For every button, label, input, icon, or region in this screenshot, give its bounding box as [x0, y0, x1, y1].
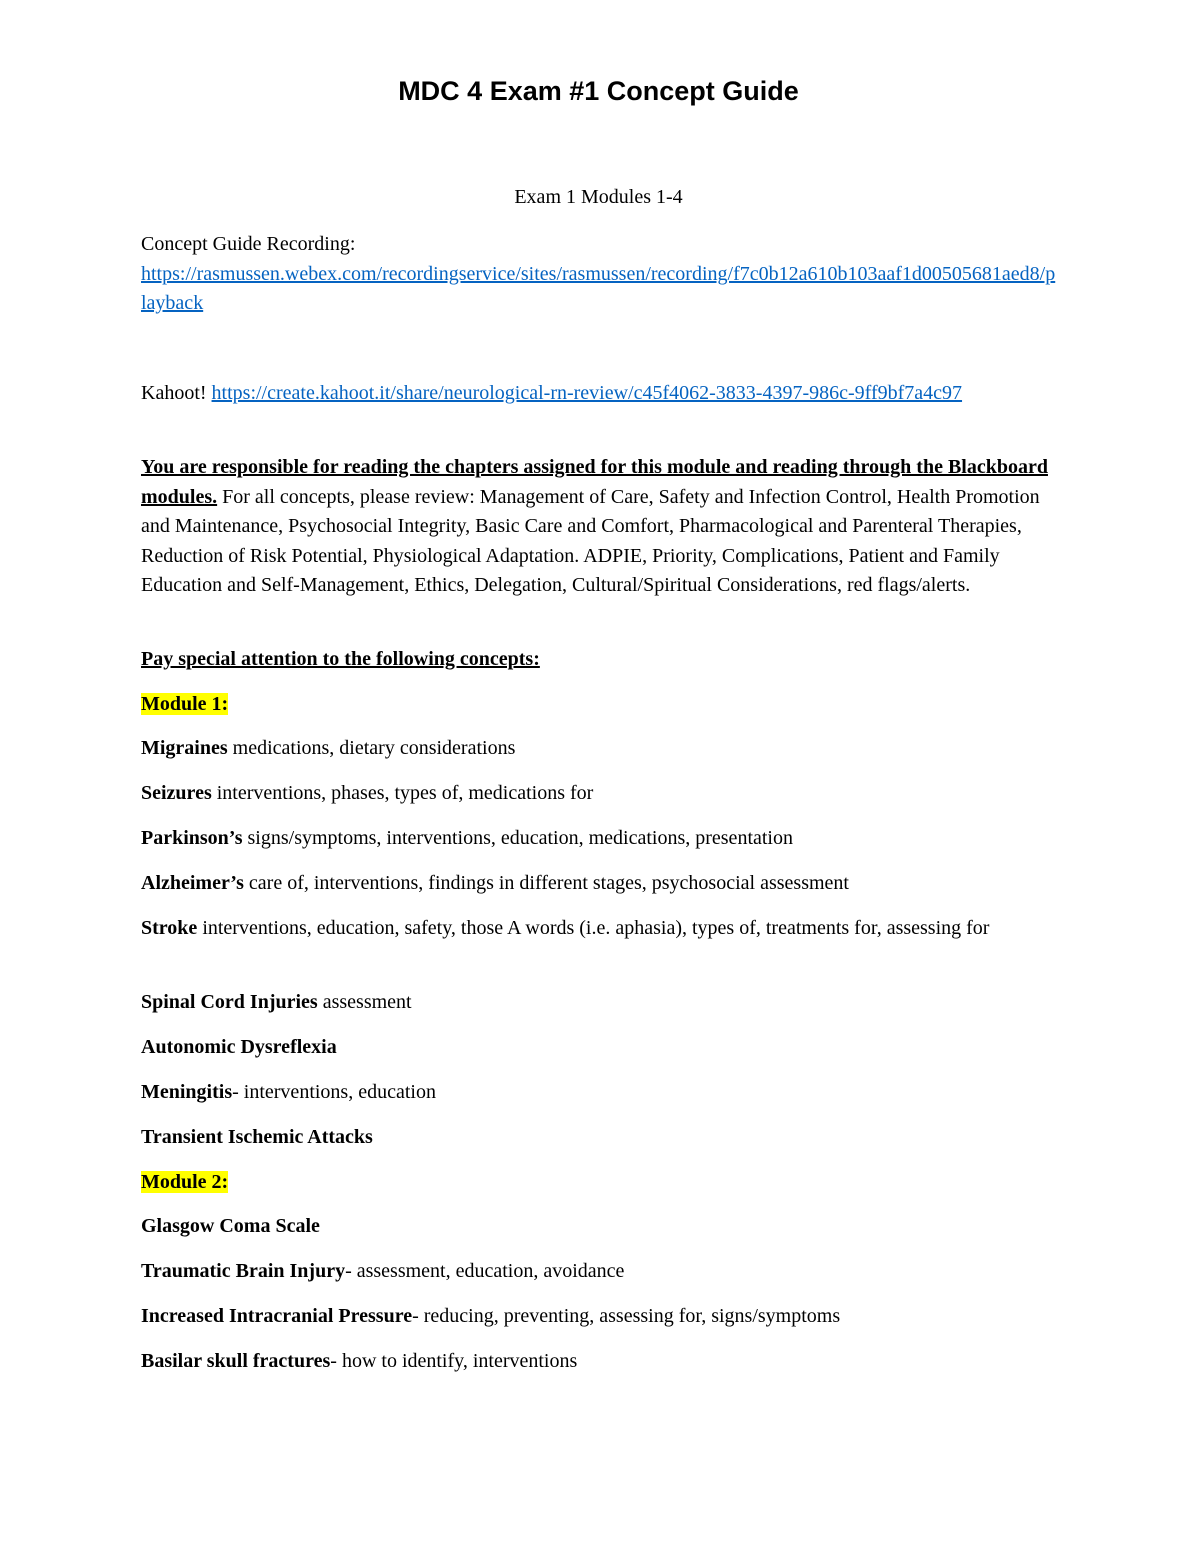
document-subtitle: Exam 1 Modules 1-4 [514, 186, 683, 208]
kahoot-link[interactable]: https://create.kahoot.it/share/neurological-rn-review/c45f4062-3833-4397-986c-9ff9bf7a4c97 [211, 382, 963, 404]
list-item: Autonomic Dysreflexia [141, 1036, 337, 1058]
responsibility-rest-text: For all concepts, please review: Management of Care, Safety and Infection Control, Health Promotion and Maintenance, Psychosocial Integrity, Basic Care and Comfort, Pharmacological and Parenteral Therapies, Reduction of Risk Potential, Physiological Adaptation. ADPIE, Priority, Complications, Patient and Family Education and Self-Management, Ethics, Delegation, Cultural/Spiritual Considerations, red flags/alerts. [141, 485, 1040, 596]
list-item: Basilar skull fractures- how to identify, interventions [141, 1350, 578, 1372]
module-1-heading: Module 1: [141, 693, 229, 715]
module-2-heading: Module 2: [141, 1171, 229, 1193]
responsibility-bold-text: You are responsible for reading the chapters assigned for this module and reading through the Blackboard modules. [141, 456, 1048, 508]
list-item: Transient Ischemic Attacks [141, 1126, 373, 1148]
kahoot-section [141, 379, 1056, 409]
attention-heading: Pay special attention to the following concepts: [141, 648, 540, 670]
responsibility-paragraph [141, 453, 1056, 601]
list-item: Migraines medications, dietary considerations [141, 737, 516, 759]
recording-section [141, 230, 1056, 319]
list-item: Traumatic Brain Injury- assessment, education, avoidance [141, 1260, 625, 1282]
list-item: Spinal Cord Injuries assessment [141, 991, 412, 1013]
list-item: Stroke interventions, education, safety, those A words (i.e. aphasia), types of, treatments for, assessing for [141, 917, 990, 939]
kahoot-label: Kahoot! [141, 382, 207, 404]
list-item: Alzheimer’s care of, interventions, findings in different stages, psychosocial assessment [141, 872, 849, 894]
list-item: Seizures interventions, phases, types of, medications for [141, 782, 594, 804]
recording-label: Concept Guide Recording: [141, 233, 356, 255]
list-item: Glasgow Coma Scale [141, 1215, 320, 1237]
list-item: Meningitis- interventions, education [141, 1081, 436, 1103]
recording-link[interactable]: https://rasmussen.webex.com/recordingservice/sites/rasmussen/recording/f7c0b12a610b103aaf1d00505681aed8/playback [141, 262, 1056, 314]
list-item: Parkinson’s signs/symptoms, interventions, education, medications, presentation [141, 827, 793, 849]
list-item: Increased Intracranial Pressure- reducing, preventing, assessing for, signs/symptoms [141, 1305, 841, 1327]
document-title: MDC 4 Exam #1 Concept Guide [398, 76, 799, 106]
